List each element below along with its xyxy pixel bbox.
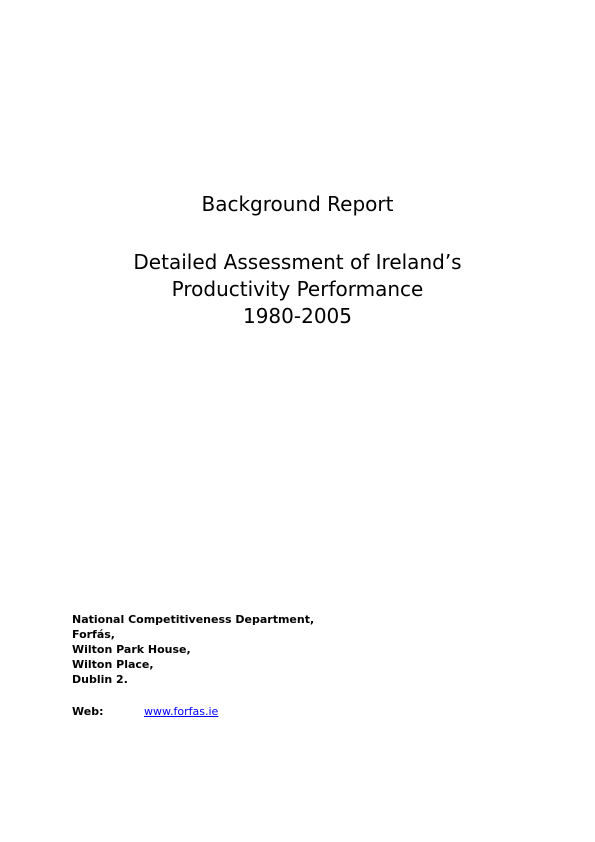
address-line-street: Wilton Place, bbox=[72, 658, 154, 671]
title-line-2: Productivity Performance bbox=[171, 277, 424, 301]
web-label: Web: bbox=[72, 705, 104, 718]
title-line-3: 1980-2005 bbox=[242, 304, 352, 328]
title-line-1: Detailed Assessment of Ireland’s bbox=[133, 250, 462, 274]
document-title bbox=[0, 249, 595, 330]
address-line-department: National Competitiveness Department, bbox=[72, 613, 315, 626]
address-block bbox=[72, 612, 314, 687]
website-link[interactable]: www.forfas.ie bbox=[144, 705, 219, 718]
address-line-city: Dublin 2. bbox=[72, 673, 128, 686]
address-line-building: Wilton Park House, bbox=[72, 643, 191, 656]
address-line-organisation: Forfás, bbox=[72, 628, 115, 641]
report-label: Background Report bbox=[201, 192, 394, 216]
web-row bbox=[72, 704, 218, 719]
